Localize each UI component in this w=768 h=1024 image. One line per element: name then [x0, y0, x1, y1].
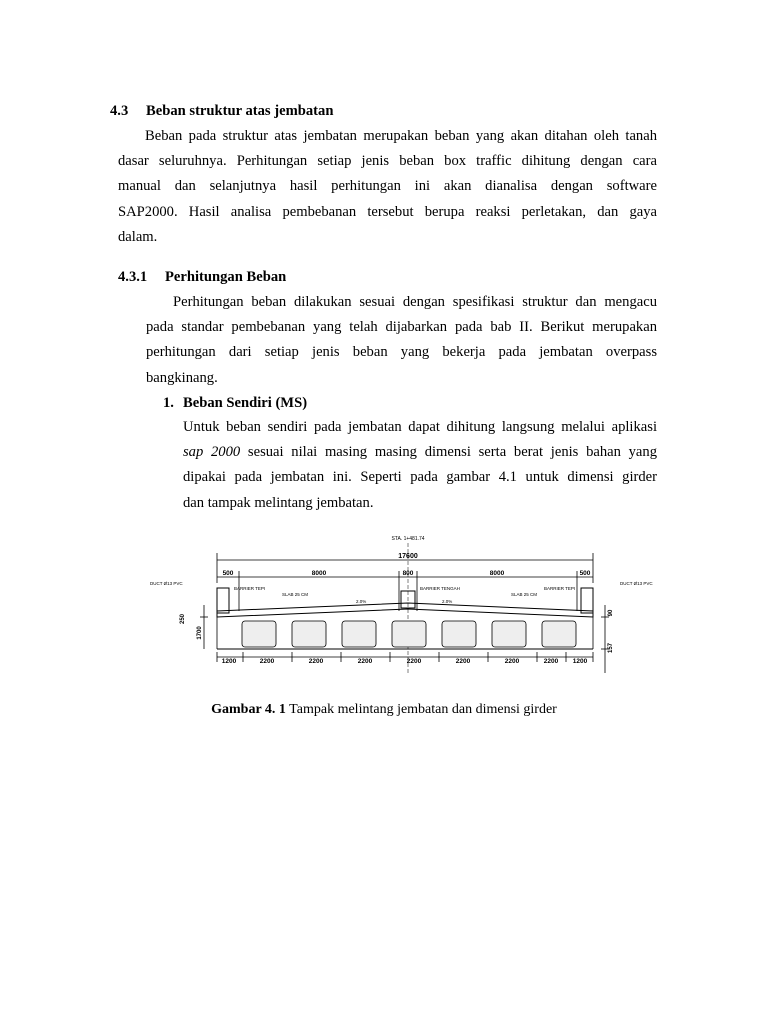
- dim-label: 2200: [259, 658, 275, 665]
- dim-label: 2200: [504, 658, 520, 665]
- paragraph-line: perhitungan dari setiap jenis beban yang bekerja pada jembatan overpass: [146, 344, 657, 361]
- list-item-title: Beban Sendiri (MS): [183, 395, 308, 411]
- caption-label: Gambar 4. 1: [211, 702, 286, 717]
- paragraph-line: manual dan selanjutnya hasil perhitungan ini akan dianalisa dengan software: [118, 178, 657, 195]
- dim-label: 500: [579, 570, 591, 577]
- duct-right-label: DUCT Ø13 PVC: [620, 581, 653, 586]
- station-label: STA. 1+481.74: [391, 536, 425, 542]
- duct-left-label: DUCT Ø13 PVC: [150, 581, 183, 586]
- paragraph-line: [183, 440, 657, 465]
- dim-label: 2200: [357, 658, 373, 665]
- side-dim-label: 157: [608, 642, 614, 654]
- paragraph-line: bangkinang.: [146, 369, 218, 386]
- subsection-title: Perhitungan Beban: [165, 269, 287, 285]
- dim-label: 1200: [572, 658, 588, 665]
- side-dim-label: 1700: [197, 626, 203, 640]
- paragraph-line: dasar seluruhnya. Perhitungan setiap jenis beban box traffic dihitung dengan cara: [118, 153, 657, 170]
- dim-label: 2200: [406, 658, 422, 665]
- paragraph-line-rest: sesuai nilai masing masing dimensi serta berat jenis bahan yang: [240, 444, 658, 461]
- bridge-cross-section-figure: [144, 533, 658, 678]
- paragraph-line: dipakai pada jembatan ini. Seperti pada gambar 4.1 untuk dimensi girder: [183, 469, 657, 486]
- side-dim-label: 90: [608, 609, 614, 617]
- section-title: Beban struktur atas jembatan: [146, 103, 334, 119]
- dim-label: 500: [222, 570, 234, 577]
- list-marker: 1.: [163, 395, 174, 411]
- total-width-label: 17600: [398, 553, 418, 560]
- list-item-heading: [163, 395, 307, 412]
- figure-caption: [0, 702, 768, 718]
- paragraph-line: dalam.: [118, 228, 158, 245]
- slope-right-label: 2.0%: [442, 599, 453, 604]
- dim-label: 8000: [311, 570, 327, 577]
- subsection-number: 4.3.1: [118, 269, 148, 285]
- paragraph-line: dan tampak melintang jembatan.: [183, 494, 374, 511]
- list-item-paragraph: [183, 415, 657, 516]
- dim-label: 2200: [308, 658, 324, 665]
- subsection-paragraph: [146, 290, 657, 391]
- slope-left-label: 2.0%: [356, 599, 367, 604]
- dim-label: 800: [402, 570, 414, 577]
- section-heading: [110, 103, 333, 120]
- paragraph-line: Perhitungan beban dilakukan sesuai dengan spesifikasi struktur dan mengacu: [173, 294, 657, 310]
- caption-text: Tampak melintang jembatan dan dimensi girder: [285, 702, 557, 717]
- slab-left-label: SLAB 25 CM: [282, 592, 309, 597]
- dim-label: 2200: [455, 658, 471, 665]
- software-name: sap 2000: [183, 444, 241, 461]
- side-dim-label: 250: [180, 613, 186, 625]
- dim-label: 8000: [489, 570, 505, 577]
- dim-label: 1200: [221, 658, 237, 665]
- paragraph-line: Beban pada struktur atas jembatan merupakan beban yang akan ditahan oleh tanah: [145, 128, 657, 144]
- paragraph-line: SAP2000. Hasil analisa pembebanan tersebut berupa reaksi perletakan, dan gaya: [118, 203, 657, 220]
- paragraph-line: Untuk beban sendiri pada jembatan dapat dihitung langsung melalui aplikasi: [183, 419, 657, 435]
- barrier-right-label: BARRIER TEPI: [544, 586, 576, 591]
- slab-right-label: SLAB 25 CM: [511, 592, 538, 597]
- subsection-heading: [118, 269, 286, 286]
- barrier-mid-label: BARRIER TENGAH: [420, 586, 460, 591]
- section-paragraph: [118, 124, 657, 250]
- dim-label: 2200: [543, 658, 559, 665]
- barrier-left-label: BARRIER TEPI: [234, 586, 266, 591]
- paragraph-line: pada standar pembebanan yang telah dijabarkan pada bab II. Berikut merupakan: [146, 319, 657, 336]
- section-number: 4.3: [110, 103, 129, 119]
